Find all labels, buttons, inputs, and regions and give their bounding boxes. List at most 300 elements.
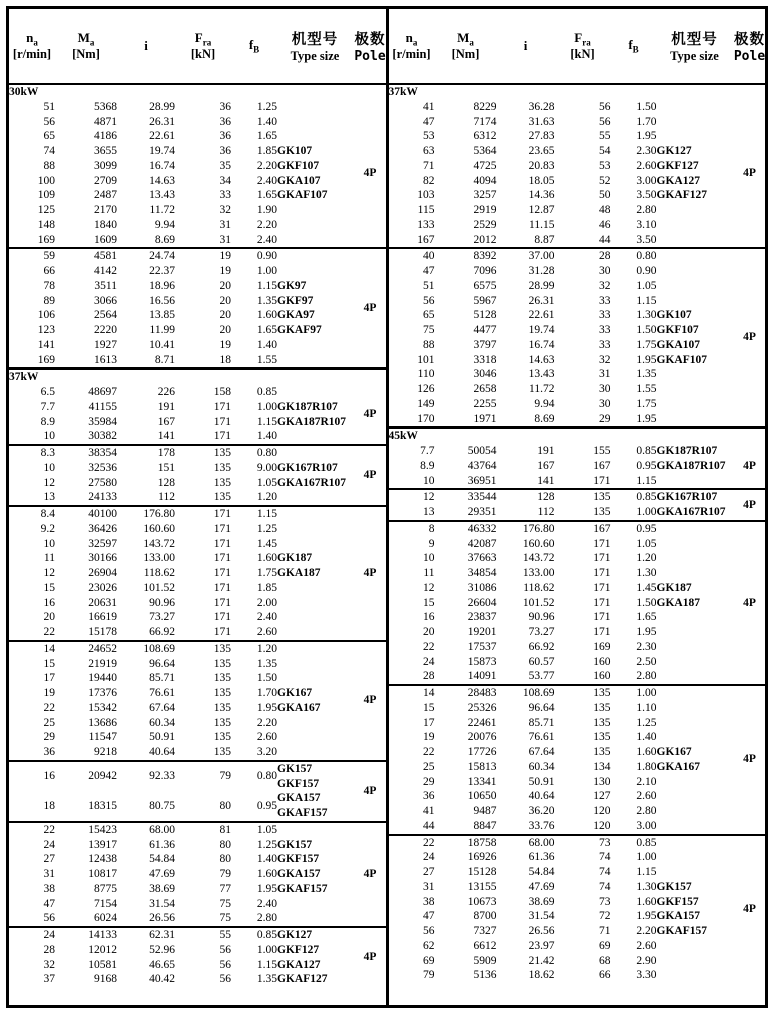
table-row	[9, 174, 387, 189]
column-symbol: $F_{ra}$	[194, 29, 212, 48]
type-size-cell: GKAF97	[277, 324, 322, 336]
column-symbol: $M_a$	[457, 29, 474, 48]
value-cell-i: 178	[157, 447, 175, 459]
type-size-cell	[277, 897, 353, 912]
value-cell-na: 14	[43, 642, 55, 655]
spec-block	[389, 248, 766, 428]
value-cell-na: 22	[43, 823, 55, 836]
value-cell-i: 40.42	[149, 973, 175, 986]
type-size-cell	[657, 865, 733, 880]
value-cell-na: 9	[428, 537, 435, 550]
type-size-cell	[657, 115, 733, 130]
value-cell-fra: 135	[213, 716, 231, 729]
pole-cell: 4P	[743, 331, 756, 344]
value-cell-i: 73.27	[528, 626, 555, 638]
value-cell-na: 63	[423, 145, 435, 157]
value-cell-na: 133	[417, 218, 435, 231]
type-size-cell	[657, 279, 733, 294]
type-size-cell: GKA167	[277, 701, 321, 714]
value-cell-i: 33.76	[528, 819, 555, 832]
type-size-cell	[277, 522, 353, 537]
value-cell-ma: 13917	[88, 838, 117, 851]
value-cell-fb: 2.40	[256, 611, 277, 624]
value-cell-ma: 50054	[467, 445, 497, 457]
value-cell-ma: 2564	[94, 309, 117, 322]
value-cell-fb: 3.00	[636, 174, 657, 187]
column-unit: [kN]	[570, 47, 595, 62]
type-size-cell: GKA167R107	[277, 476, 346, 489]
table-row	[9, 581, 387, 596]
value-cell-na: 14	[423, 687, 435, 699]
value-cell-fb: 1.35	[256, 973, 277, 986]
value-cell-fb: 1.05	[636, 537, 657, 550]
value-cell-fb: 0.95	[636, 459, 657, 472]
value-cell-i: 28.99	[528, 279, 555, 292]
pole-cell: 4P	[363, 694, 377, 707]
value-cell-na: 25	[43, 716, 55, 729]
value-cell-na: 36	[43, 746, 55, 758]
table-row	[389, 233, 766, 249]
value-cell-fb: 1.00	[256, 265, 277, 277]
value-cell-i: 118.62	[523, 581, 555, 594]
value-cell-ma: 10817	[88, 868, 117, 880]
table-row	[389, 537, 766, 552]
value-cell-i: 26.56	[149, 912, 175, 925]
value-cell-fb: 1.85	[256, 581, 277, 594]
value-cell-ma: 29351	[467, 506, 497, 518]
value-cell-na: 24	[43, 838, 55, 851]
type-size-cell: GKAF127	[277, 973, 328, 986]
pole-cell: 4P	[363, 469, 377, 482]
value-cell-ma: 8775	[94, 882, 117, 895]
value-cell-ma: 2709	[94, 174, 117, 187]
type-size-cell	[657, 625, 733, 640]
pole-cell: 4P	[363, 567, 377, 579]
column-header-na	[9, 9, 55, 84]
value-cell-ma: 3046	[473, 368, 497, 381]
value-cell-na: 15	[43, 581, 55, 594]
value-cell-ma: 7154	[94, 897, 117, 910]
type-size-cell	[277, 745, 353, 761]
value-cell-fra: 33	[599, 309, 611, 322]
value-cell-fb: 1.50	[636, 100, 657, 113]
value-cell-fra: 73	[599, 836, 611, 849]
value-cell-na: 16	[423, 611, 435, 624]
table-row	[389, 716, 766, 731]
value-cell-na: 37	[43, 973, 55, 986]
table-row	[9, 203, 387, 218]
value-cell-fra: 31	[599, 368, 611, 381]
table-row	[389, 655, 766, 670]
value-cell-fra: 135	[213, 447, 231, 459]
value-cell-ma: 48697	[88, 386, 117, 398]
type-size-cell	[277, 657, 353, 672]
value-cell-fra: 20	[219, 309, 231, 322]
value-cell-i: 108.69	[522, 687, 555, 699]
value-cell-i: 13.43	[149, 189, 175, 202]
spec-block	[9, 761, 387, 822]
value-cell-ma: 5967	[473, 294, 497, 307]
table-row	[389, 521, 766, 537]
value-cell-fra: 135	[593, 491, 611, 504]
value-cell-fra: 80	[219, 838, 231, 851]
value-cell-ma: 43764	[467, 459, 497, 472]
value-cell-fb: 1.50	[636, 324, 657, 336]
table-row	[9, 716, 387, 731]
table-row	[9, 144, 387, 159]
table-row	[9, 671, 387, 686]
spec-block	[9, 385, 387, 445]
table-row	[9, 686, 387, 701]
table-row	[9, 838, 387, 853]
type-size-cell	[657, 566, 733, 581]
value-cell-ma: 4725	[473, 159, 497, 172]
value-cell-na: 41	[423, 100, 435, 113]
value-cell-i: 19.74	[149, 145, 175, 157]
value-cell-ma: 38354	[88, 447, 117, 459]
value-cell-fb: 1.85	[256, 145, 277, 157]
value-cell-na: 47	[43, 897, 55, 910]
value-cell-fra: 56	[219, 943, 231, 956]
value-cell-fb: 1.15	[256, 958, 277, 971]
value-cell-fra: 44	[599, 233, 611, 246]
value-cell-fb: 3.10	[636, 218, 657, 231]
value-cell-ma: 9487	[473, 805, 497, 817]
value-cell-i: 76.61	[149, 687, 175, 699]
value-cell-i: 176.80	[143, 508, 175, 520]
value-cell-i: 76.61	[528, 731, 555, 744]
value-cell-na: 71	[423, 159, 435, 172]
value-cell-fb: 2.80	[636, 805, 657, 817]
value-cell-ma: 24652	[88, 642, 117, 655]
value-cell-na: 47	[423, 910, 435, 923]
value-cell-ma: 17537	[467, 640, 497, 653]
table-row	[9, 188, 387, 203]
table-row	[389, 909, 766, 924]
value-cell-i: 28.99	[149, 100, 175, 113]
value-cell-fra: 30	[599, 265, 611, 277]
table-row	[9, 218, 387, 233]
column-symbol: $n_a$	[26, 29, 38, 48]
value-cell-ma: 41155	[88, 400, 117, 413]
type-size-cell	[277, 610, 353, 625]
type-size-cell	[657, 397, 733, 412]
type-size-cell	[657, 701, 733, 716]
value-cell-i: 36.28	[528, 100, 555, 113]
spec-table	[9, 9, 387, 987]
spec-block	[389, 100, 766, 249]
value-cell-na: 12	[423, 581, 435, 594]
column-unit: Type size	[670, 49, 719, 63]
type-size-cell	[277, 129, 353, 144]
column-symbol: 极数	[734, 32, 765, 48]
value-cell-i: 112	[158, 491, 175, 504]
type-size-cell: GK127	[656, 145, 692, 157]
value-cell-fb: 1.30	[636, 880, 657, 893]
value-cell-fb: 1.70	[636, 115, 657, 128]
value-cell-fb: 1.70	[256, 687, 277, 699]
value-cell-fb: 1.60	[256, 309, 277, 322]
type-size-cell	[277, 233, 353, 249]
type-size-cell: GKAF157	[656, 925, 707, 937]
value-cell-i: 18.05	[528, 174, 555, 187]
value-cell-fra: 73	[599, 895, 611, 908]
type-size-cell	[657, 939, 733, 954]
value-cell-ma: 2487	[94, 189, 117, 202]
value-cell-fra: 79	[219, 868, 231, 880]
value-cell-ma: 6575	[473, 279, 497, 292]
value-cell-fb: 1.30	[636, 567, 657, 579]
table-row	[389, 218, 766, 233]
value-cell-ma: 6312	[473, 130, 497, 143]
value-cell-fra: 36	[219, 145, 231, 157]
type-size-cell: GKA107	[656, 338, 700, 351]
type-size-cell	[277, 115, 353, 130]
value-cell-i: 23.65	[528, 145, 555, 157]
value-cell-ma: 22461	[467, 716, 497, 729]
value-cell-na: 9.2	[40, 522, 55, 535]
value-cell-na: 6.5	[40, 386, 55, 398]
value-cell-ma: 37663	[467, 552, 497, 565]
value-cell-fra: 171	[593, 611, 611, 624]
value-cell-fra: 48	[599, 204, 611, 216]
value-cell-fra: 158	[213, 386, 231, 398]
type-size-cell	[657, 551, 733, 566]
table-row	[389, 625, 766, 640]
spec-block	[389, 444, 766, 489]
value-cell-ma: 8229	[473, 100, 497, 113]
value-cell-i: 14.36	[528, 189, 555, 202]
type-size-cell	[277, 625, 353, 641]
column-header-ma	[55, 9, 117, 84]
table-row	[9, 745, 387, 761]
value-cell-ma: 23026	[88, 581, 117, 594]
value-cell-fb: 1.00	[256, 943, 277, 956]
type-size-cell: GKA187	[656, 596, 700, 609]
value-cell-na: 10	[423, 552, 435, 565]
value-cell-fra: 127	[593, 790, 611, 803]
spec-block	[389, 835, 766, 984]
value-cell-fb: 1.45	[256, 537, 277, 550]
value-cell-i: 133.00	[143, 552, 175, 565]
value-cell-fra: 36	[219, 130, 231, 143]
value-cell-na: 8.9	[40, 415, 55, 428]
value-cell-fb: 1.60	[256, 868, 277, 880]
value-cell-ma: 17376	[88, 687, 117, 699]
value-cell-fra: 135	[213, 701, 231, 714]
value-cell-ma: 3099	[94, 159, 117, 172]
value-cell-na: 7.7	[420, 445, 435, 457]
table-row	[9, 445, 387, 461]
column-unit: Type size	[290, 49, 340, 63]
value-cell-fra: 71	[599, 925, 611, 937]
pole-cell: 4P	[743, 902, 756, 915]
value-cell-i: 128	[157, 476, 175, 489]
value-cell-ma: 20076	[467, 731, 497, 744]
value-cell-fra: 171	[213, 415, 231, 428]
value-cell-na: 32	[43, 958, 55, 971]
value-cell-fb: 2.20	[256, 159, 277, 172]
value-cell-na: 148	[37, 218, 55, 231]
section-header	[9, 84, 387, 100]
table-row	[389, 338, 766, 353]
value-cell-na: 22	[43, 701, 55, 714]
value-cell-fra: 135	[593, 701, 611, 714]
value-cell-fra: 19	[219, 338, 231, 351]
value-cell-fra: 46	[599, 218, 611, 231]
type-size-cell	[277, 822, 353, 838]
type-size-cell: GKF127	[277, 943, 320, 956]
column-header-na	[389, 9, 435, 84]
value-cell-fra: 20	[219, 294, 231, 307]
type-size-cell	[657, 294, 733, 309]
value-cell-fb: 1.90	[256, 204, 277, 216]
value-cell-fra: 77	[219, 882, 231, 895]
value-cell-i: 160.60	[522, 537, 555, 550]
type-size-cell	[657, 804, 733, 819]
type-size-cell	[657, 640, 733, 655]
value-cell-i: 61.36	[528, 851, 555, 864]
spec-block	[9, 927, 387, 987]
value-cell-fb: 0.80	[636, 250, 657, 263]
value-cell-ma: 31086	[467, 581, 497, 594]
value-cell-i: 90.96	[528, 611, 555, 624]
table-row	[9, 385, 387, 400]
value-cell-i: 38.69	[528, 895, 555, 908]
value-cell-fb: 0.80	[256, 770, 277, 783]
spec-block	[389, 521, 766, 685]
value-cell-fb: 1.75	[636, 338, 657, 351]
table-row	[9, 476, 387, 491]
table-row	[9, 958, 387, 973]
value-cell-na: 56	[43, 115, 55, 128]
value-cell-fra: 32	[599, 353, 611, 366]
value-cell-ma: 15128	[467, 866, 497, 878]
value-cell-na: 47	[423, 265, 435, 277]
value-cell-fb: 1.25	[636, 716, 657, 729]
value-cell-na: 125	[37, 204, 55, 216]
value-cell-fb: 2.20	[256, 218, 277, 231]
value-cell-ma: 10673	[467, 895, 497, 908]
value-cell-ma: 9218	[94, 746, 117, 758]
value-cell-i: 60.57	[528, 655, 555, 668]
value-cell-fra: 75	[219, 912, 231, 925]
column-header-type-size	[277, 9, 353, 84]
value-cell-na: 15	[423, 701, 435, 714]
value-cell-ma: 27580	[88, 476, 117, 489]
value-cell-fb: 1.80	[636, 760, 657, 773]
value-cell-i: 8.71	[154, 353, 175, 366]
value-cell-fb: 1.10	[636, 701, 657, 714]
value-cell-fb: 1.95	[636, 353, 657, 366]
value-cell-i: 10.41	[149, 338, 175, 351]
value-cell-fra: 135	[213, 476, 231, 489]
value-cell-i: 22.61	[149, 130, 175, 143]
type-size-cell	[277, 445, 353, 461]
value-cell-i: 16.56	[149, 294, 175, 307]
column-unit: [Nm]	[451, 47, 480, 62]
type-size-cell	[277, 490, 353, 506]
value-cell-na: 101	[417, 353, 435, 366]
type-size-cell	[657, 474, 733, 490]
value-cell-na: 69	[423, 954, 435, 967]
value-cell-na: 40	[423, 250, 435, 263]
value-cell-fra: 56	[219, 958, 231, 971]
value-cell-i: 8.69	[534, 412, 555, 425]
value-cell-fra: 18	[219, 353, 231, 366]
table-row	[389, 895, 766, 910]
value-cell-fb: 2.40	[256, 174, 277, 187]
table-row	[9, 537, 387, 552]
value-cell-fb: 1.35	[256, 657, 277, 670]
value-cell-i: 26.31	[528, 294, 555, 307]
table-row	[9, 791, 387, 822]
value-cell-fb: 3.50	[636, 233, 657, 246]
value-cell-fb: 2.50	[636, 655, 657, 668]
value-cell-fb: 1.00	[256, 400, 277, 413]
value-cell-na: 22	[43, 626, 55, 638]
value-cell-fb: 1.40	[636, 731, 657, 744]
value-cell-ma: 6024	[94, 912, 117, 925]
pole-cell: 4P	[363, 301, 377, 314]
value-cell-fra: 56	[599, 100, 611, 113]
table-row	[389, 954, 766, 969]
pole-cell: 4P	[743, 459, 756, 472]
value-cell-fb: 1.35	[636, 368, 657, 381]
value-cell-fb: 1.55	[256, 353, 277, 366]
type-size-cell: GKA157 GKAF157	[277, 792, 328, 819]
table-row	[389, 581, 766, 596]
value-cell-fb: 1.95	[636, 626, 657, 638]
table-row	[389, 939, 766, 954]
value-cell-ma: 19201	[467, 626, 497, 638]
value-cell-i: 141	[537, 474, 555, 487]
value-cell-na: 100	[37, 174, 55, 187]
value-cell-na: 25	[423, 760, 435, 773]
value-cell-fra: 160	[593, 670, 611, 683]
value-cell-ma: 5368	[94, 100, 117, 113]
value-cell-fra: 29	[599, 412, 611, 425]
value-cell-fra: 135	[213, 687, 231, 699]
value-cell-fb: 0.85	[256, 386, 277, 398]
value-cell-ma: 15342	[88, 701, 117, 714]
value-cell-i: 36.20	[528, 805, 555, 817]
value-cell-na: 12	[43, 567, 55, 579]
value-cell-fra: 135	[213, 657, 231, 670]
value-cell-i: 47.69	[528, 880, 555, 893]
value-cell-ma: 16926	[467, 851, 497, 864]
value-cell-ma: 1609	[94, 233, 117, 246]
pole-cell: 4P	[363, 868, 377, 880]
value-cell-ma: 1613	[94, 353, 117, 366]
value-cell-fra: 171	[213, 522, 231, 535]
value-cell-na: 103	[417, 189, 435, 202]
value-cell-fb: 2.60	[256, 626, 277, 638]
column-symbol: $M_a$	[77, 29, 95, 48]
pole-cell: 4P	[363, 408, 377, 421]
type-size-cell: GK97	[277, 279, 307, 292]
value-cell-fb: 9.00	[256, 461, 277, 474]
value-cell-fb: 1.95	[636, 412, 657, 425]
table-row	[9, 596, 387, 611]
value-cell-fb: 1.35	[256, 294, 277, 307]
value-cell-i: 133.00	[522, 567, 555, 579]
value-cell-fb: 1.15	[636, 474, 657, 487]
type-size-cell	[277, 338, 353, 353]
value-cell-i: 13.85	[149, 309, 175, 322]
type-size-cell	[657, 537, 733, 552]
spec-block	[9, 100, 387, 249]
